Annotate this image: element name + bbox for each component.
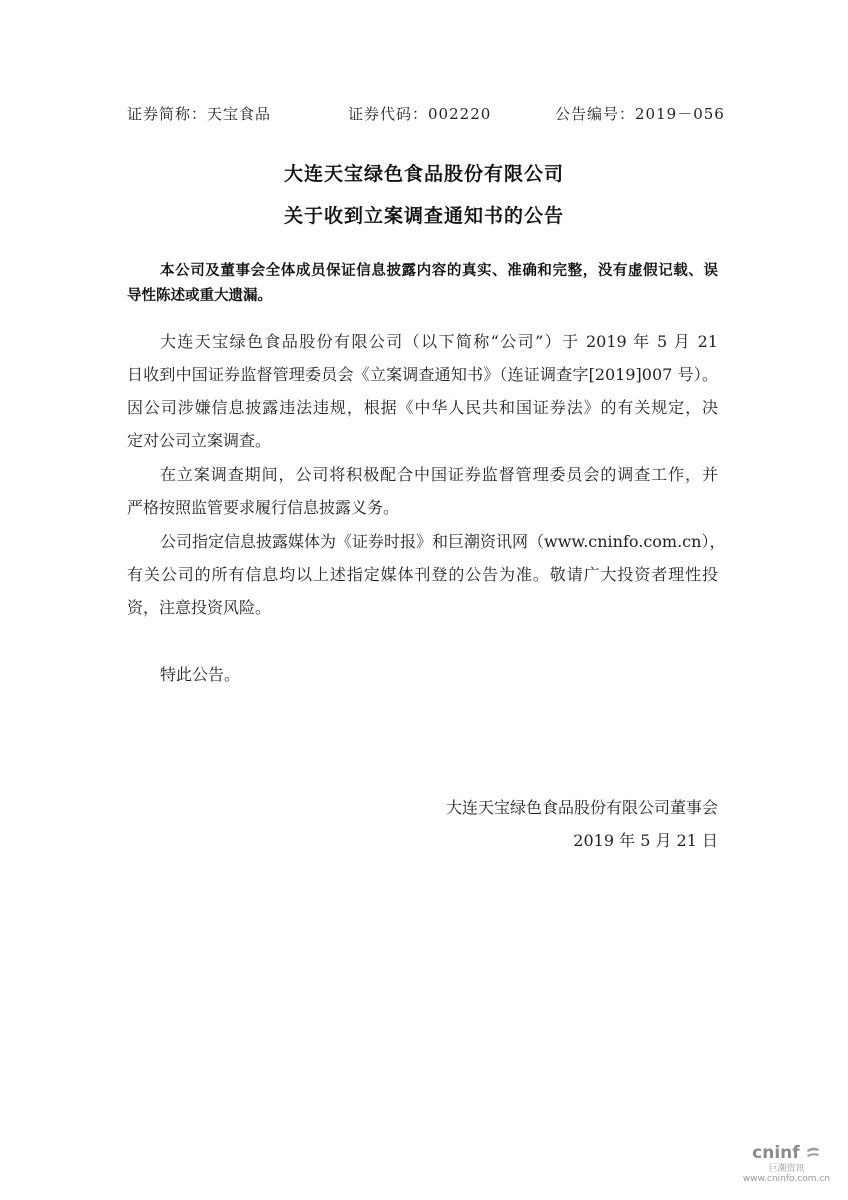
paragraph-3-line-3: 资，注意投资风险。: [127, 598, 272, 617]
stock-code-label: 证券代码：: [348, 105, 429, 123]
paragraph-3-line-1: 公司指定信息披露媒体为《证券时报》和巨潮资讯网（www.cninfo.com.cn），: [160, 532, 726, 551]
paragraph-1-line-3: 因公司涉嫌信息披露违法违规，根据《中华人民共和国证券法》的有关规定，决: [127, 398, 718, 417]
signature-date: 2019 年 5 月 21 日: [573, 831, 718, 850]
title-subject: 关于收到立案调查通知书的公告: [283, 205, 564, 227]
notice-number-value: 2019－056: [635, 105, 725, 123]
cninfo-watermark: [743, 1143, 830, 1184]
stock-code: [348, 103, 491, 124]
stock-abbreviation-label: 证券简称：: [127, 105, 208, 123]
statement-line-2: 导性陈述或重大遗漏。: [127, 287, 272, 304]
stock-code-value: 002220: [428, 105, 492, 123]
signature-org: 大连天宝绿色食品股份有限公司董事会: [445, 798, 718, 817]
cninfo-chinese-name: 巨潮资讯: [768, 1164, 805, 1174]
paragraph-2-line-2: 严格按照监管要求履行信息披露义务。: [127, 498, 400, 517]
stock-abbreviation-value: 天宝食品: [207, 105, 272, 123]
closing-remark: 特此公告。: [160, 665, 241, 684]
notice-number: [555, 103, 725, 124]
statement-line-1: 本公司及董事会全体成员保证信息披露内容的真实、准确和完整，没有虚假记载、误: [160, 262, 718, 279]
stock-abbreviation: [127, 103, 271, 124]
cninfo-url: www.cninfo.com.cn: [742, 1174, 830, 1184]
paragraph-1-line-1: 大连天宝绿色食品股份有限公司（以下简称“公司”）于 2019 年 5 月 21: [160, 332, 718, 351]
paragraph-3-line-2: 有关公司的所有信息均以上述指定媒体刊登的公告为准。敬请广大投资者理性投: [127, 565, 718, 584]
paragraph-2-line-1: 在立案调查期间，公司将积极配合中国证券监督管理委员会的调查工作，并: [160, 465, 718, 484]
cninfo-brand-text: cninf: [752, 1143, 800, 1163]
title-company: 大连天宝绿色食品股份有限公司: [283, 163, 564, 185]
notice-number-label: 公告编号：: [555, 105, 636, 123]
cninfo-swirl-icon: [805, 1145, 821, 1164]
paragraph-1-line-4: 定对公司立案调查。: [127, 431, 272, 450]
paragraph-1-line-2: 日收到中国证券监督管理委员会《立案调查通知书》（连证调查字[2019]007 号）。: [127, 365, 718, 384]
cninfo-logo: [743, 1143, 830, 1164]
